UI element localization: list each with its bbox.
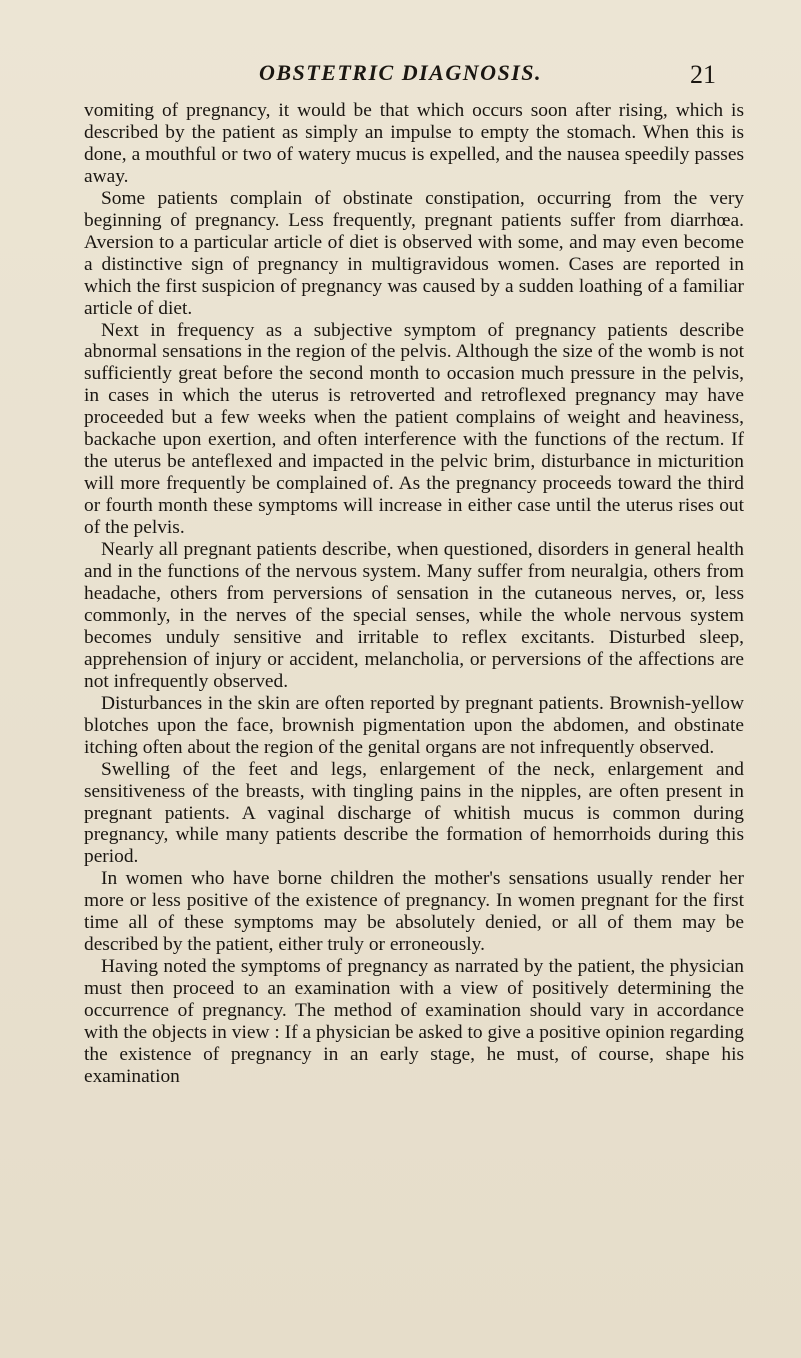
paragraph-constipation: Some patients complain of obstinate constipation, occurring from the very beginning of pregnancy. Less frequently, pregnant patients suffer from diarrhœa. Aversion to a particular article of diet is observed with some, and may even become a distinctive sign of pregnancy in multigravidous women. Cases are reported in which the first suspicion of pregnancy was caused by a sudden loathing of a familiar article of diet.	[84, 187, 744, 319]
page-number: 21	[690, 60, 716, 89]
body-text	[84, 100, 744, 1088]
paragraph-skin: Disturbances in the skin are often reported by pregnant patients. Brownish-yellow blotches upon the face, brownish pigmentation upon the abdomen, and obstinate itching often about the region of the genital organs are not infrequently observed.	[84, 692, 744, 758]
paragraph-examination: Having noted the symptoms of pregnancy as narrated by the patient, the physician must then proceed to an examination with a view of positively determining the occurrence of pregnancy. The method of examination should vary in accordance with the objects in view : If a physician be asked to give a positive opinion regarding the existence of pregnancy in an early stage, he must, of course, shape his examination	[84, 956, 744, 1087]
paragraph-mothers-sensations: In women who have borne children the mother's sensations usually render her more or less positive of the existence of pregnancy. In women pregnant for the first time all of these symptoms may be absolutely denied, or all of them may be described by the patient, either truly or erroneously.	[84, 868, 744, 956]
running-title: OBSTETRIC DIAGNOSIS.	[258, 60, 543, 85]
paragraph-nervous-system: Nearly all pregnant patients describe, when questioned, disorders in general health and in the functions of the nervous system. Many suffer from neuralgia, others from headache, others from perversions of sensation in the cutaneous nerves, or, less commonly, in the nerves of the special senses, while the whole nervous system becomes unduly sensitive and irritable to reflex excitants. Disturbed sleep, apprehension of injury or accident, melancholia, or perversions of the affections are not infrequently observed.	[84, 539, 744, 692]
paragraph-pelvic-sensations: Next in frequency as a subjective symptom of pregnancy patients describe abnormal sensations in the region of the pelvis. Although the size of the womb is not sufficiently great before the second month to occasion much pressure in the pelvis, in cases in which the uterus is retroverted and retroflexed pregnancy may have proceeded but a few weeks when the patient complains of weight and heaviness, backache upon exertion, and often interference with the functions of the rectum. If the uterus be anteflexed and impacted in the pelvic brim, disturbance in micturition will more frequently be complained of. As the pregnancy proceeds toward the third or fourth month these symptoms will increase in either case until the uterus rises out of the pelvis.	[84, 319, 744, 539]
paragraph-swelling: Swelling of the feet and legs, enlargement of the neck, enlargement and sensitiveness of the breasts, with tingling pains in the nipples, are often present in pregnant patients. A vaginal discharge of whitish mucus is common during pregnancy, while many patients describe the formation of hemorrhoids during this period.	[84, 758, 744, 868]
paragraph-continuation: vomiting of pregnancy, it would be that which occurs soon after rising, which is described by the patient as simply an impulse to empty the stomach. When this is done, a mouthful or two of watery mucus is expelled, and the nausea speedily passes away.	[84, 100, 744, 187]
page-header	[0, 60, 801, 90]
